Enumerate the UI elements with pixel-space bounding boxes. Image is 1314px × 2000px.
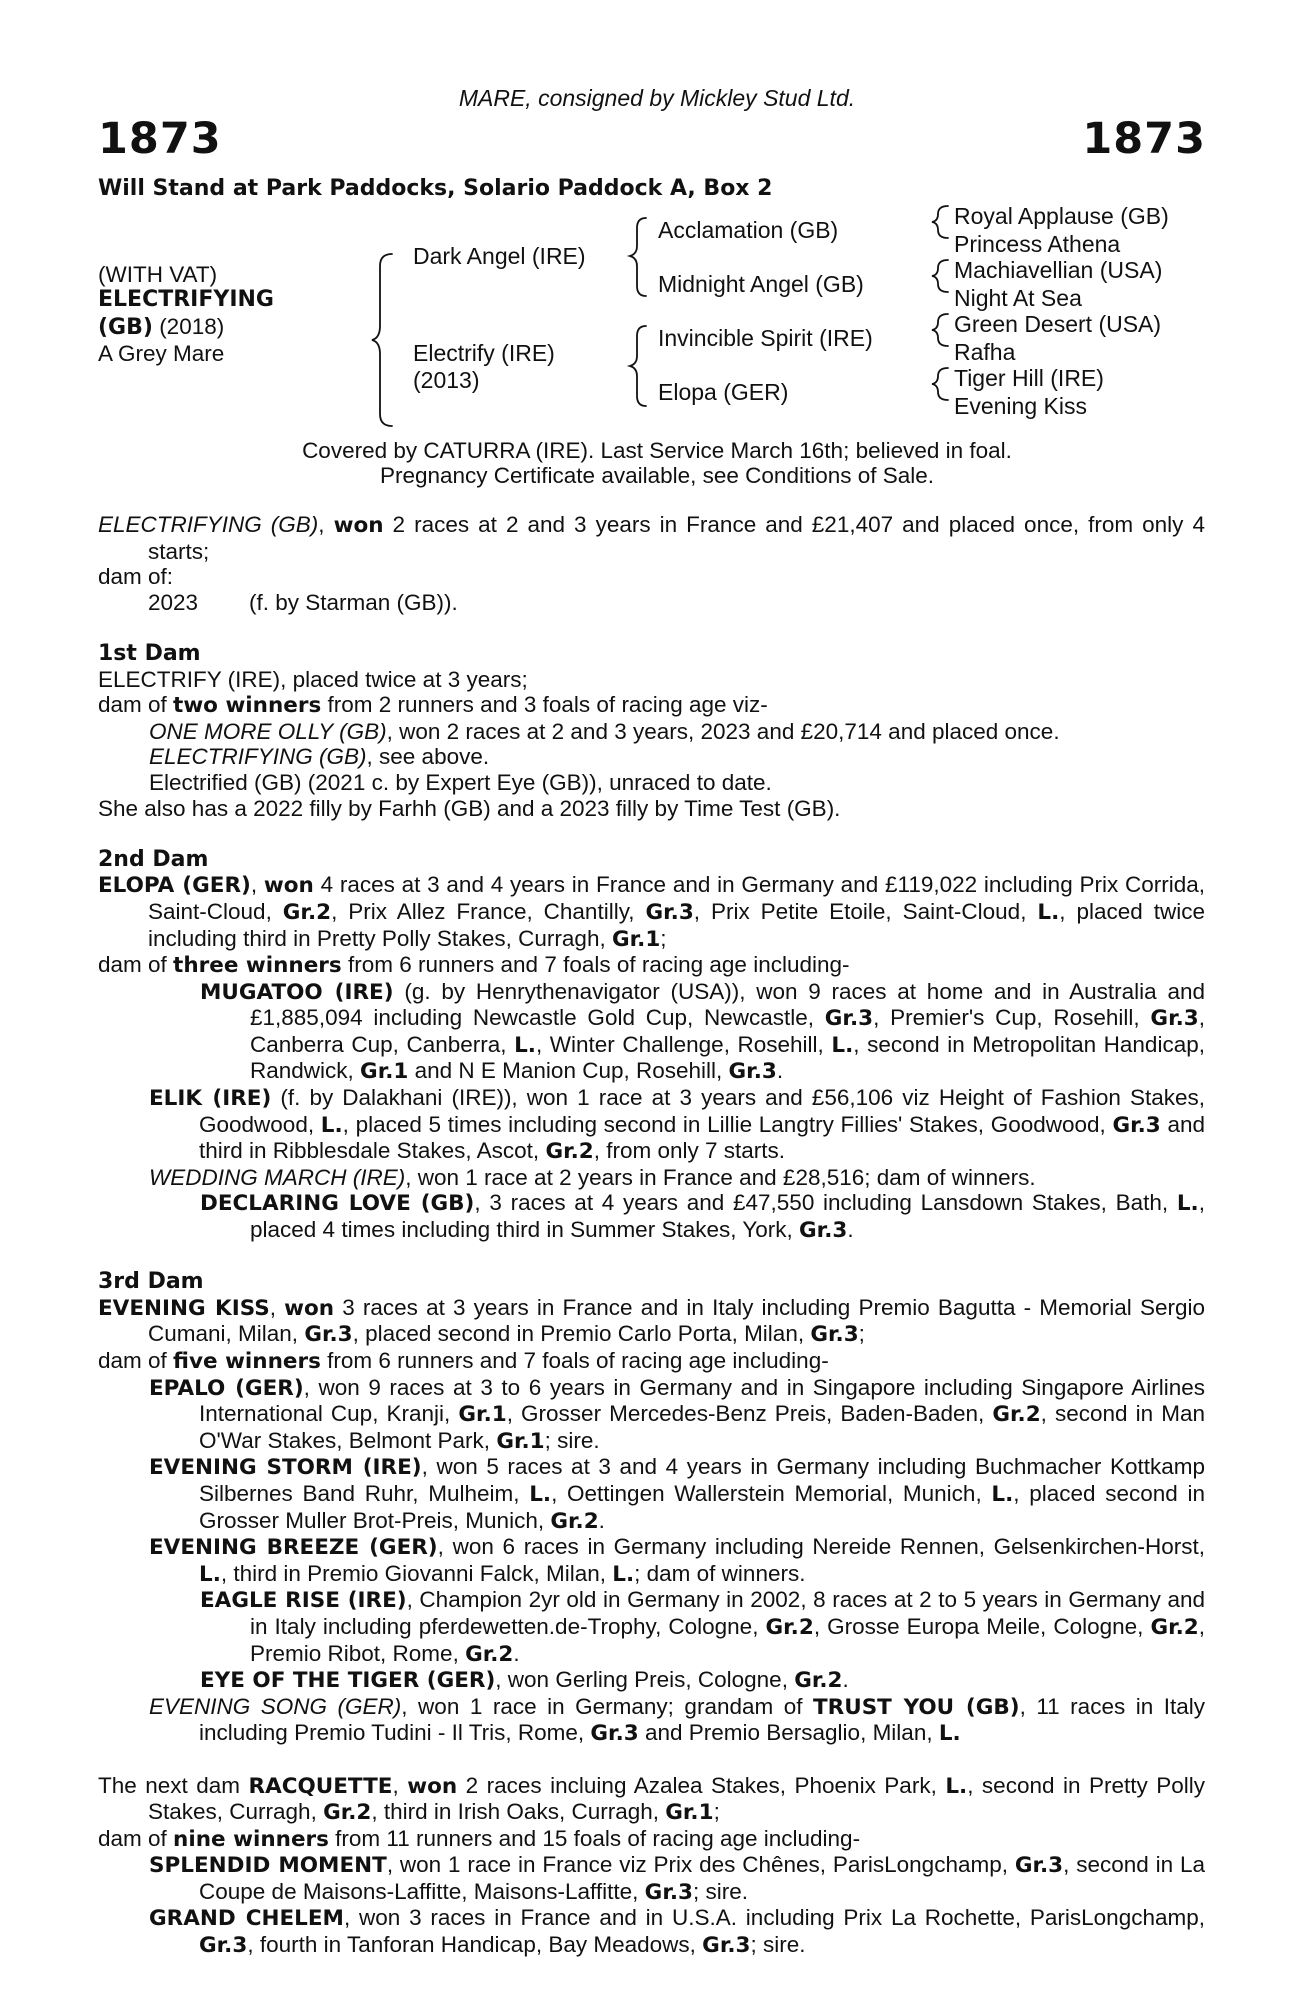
- winners-count: five winners: [173, 1349, 321, 1374]
- text: (g. by Henrythenavigator (USA)), won 9 races at home and in Australia and £1,885,094 including Newcastle Gold Cup, Newcastle,: [250, 978, 1205, 1031]
- text: , won 1 race at 2 years in France and £28,516; dam of winners.: [405, 1164, 1036, 1190]
- text: ;: [660, 925, 667, 951]
- text: , Premio Ribot, Rome,: [250, 1613, 1206, 1666]
- grade: L.: [199, 1561, 221, 1587]
- grade: Gr.3: [304, 1322, 353, 1348]
- progeny-elik: [98, 1085, 1205, 1165]
- progeny-name: MUGATOO (IRE): [200, 979, 394, 1005]
- text: 4 races at 3 and 4 years in France and in Germany and £119,022 including Prix Corrida, Saint-Cloud,: [148, 872, 1205, 924]
- text: dam of: [98, 692, 174, 718]
- text: , 11 races in Italy including Premio Tudini - Il Tris, Rome,: [199, 1693, 1205, 1746]
- grade: Gr.2: [992, 1402, 1041, 1428]
- text: , won 2 races at 2 and 3 years, 2023 and £20,714 and placed once.: [386, 718, 1060, 744]
- text: , Grosser Mercedes-Benz Preis, Baden-Baden,: [506, 1401, 993, 1427]
- text: , placed second in Grosser Muller Brot-Preis, Munich,: [199, 1480, 1206, 1533]
- lot-number-right: 1873: [1082, 114, 1206, 164]
- record-text: 2 races at 2 and 3 years in France and £21,407 and placed once, from only 4 starts;: [148, 512, 1205, 564]
- grade: Gr.3: [1014, 1853, 1064, 1879]
- grade: Gr.2: [465, 1641, 514, 1667]
- lot-number-left: 1873: [98, 114, 222, 164]
- grade: L.: [945, 1773, 968, 1799]
- text: , Prix Petite Etoile, Saint-Cloud,: [693, 898, 1038, 924]
- grade: Gr.3: [199, 1933, 248, 1959]
- third-dam-heading: 3rd Dam: [98, 1269, 204, 1295]
- progeny-splendid-moment: [98, 1852, 1205, 1905]
- text: , won 5 races at 3 and 4 years in Germany including Buchmacher Kottkamp Silbernes Band Ruhr, Mulheim,: [199, 1454, 1205, 1506]
- text: from 6 runners and 7 foals of racing age including-: [320, 1348, 829, 1373]
- progeny-name: SPLENDID MOMENT: [149, 1853, 387, 1879]
- bracket-g3-2: [932, 260, 948, 292]
- text: ; sire.: [750, 1932, 806, 1958]
- winners-count: nine winners: [173, 1826, 329, 1852]
- text: (f. by Dalakhani (IRE)), won 1 race at 3 years and £56,106 viz Height of Fashion Stakes, Goodwood,: [199, 1085, 1205, 1137]
- covering-note: [0, 438, 1314, 488]
- dam-of-label: dam of:: [98, 564, 174, 590]
- horse-record: ELECTRIFYING (GB), won 2 races at 2 and 3 years in France and £21,407 and placed once, from only 4 starts;: [98, 512, 1205, 564]
- grade: L.: [514, 1032, 536, 1058]
- grade: Gr.1: [496, 1428, 545, 1454]
- pedigree-gen3-3: Machiavellian (USA): [954, 257, 1163, 283]
- grade: Gr.3: [1150, 1006, 1199, 1032]
- progeny-evening-storm: [98, 1454, 1205, 1534]
- text: , won 9 races at 3 to 6 years in Germany and in Singapore including Singapore Airlines International Cup, Kranji,: [199, 1374, 1205, 1427]
- text: and Premio Bersaglio, Milan,: [638, 1720, 939, 1746]
- text: , placed second in Premio Carlo Porta, Milan,: [352, 1321, 811, 1347]
- bracket-g3-4: [932, 368, 948, 400]
- bracket-sire: [630, 218, 646, 296]
- text: The next dam: [98, 1772, 249, 1798]
- second-dam-produce: [98, 952, 1205, 979]
- dam-name: ELOPA (GER): [98, 873, 251, 899]
- text: , Champion 2yr old in Germany in 2002, 8 races at 2 to 5 years in Germany and in Italy including pferdewetten.de-Trophy, Cologne,: [250, 1587, 1206, 1639]
- stand-location: Will Stand at Park Paddocks, Solario Paddock A, Box 2: [98, 176, 773, 201]
- grade: Gr.2: [794, 1668, 843, 1694]
- pedigree-gen2-4: Elopa (GER): [658, 379, 789, 405]
- grade: Gr.3: [590, 1721, 639, 1747]
- progeny-name: EAGLE RISE (IRE): [200, 1588, 407, 1614]
- grade: L.: [938, 1721, 961, 1747]
- progeny-eagle-rise: [98, 1587, 1205, 1667]
- grade: L.: [991, 1481, 1014, 1507]
- progeny-evening-breeze: [98, 1534, 1205, 1587]
- progeny-name: EVENING BREEZE (GER): [149, 1535, 438, 1561]
- grade: L.: [1176, 1191, 1199, 1217]
- text: ; sire.: [692, 1878, 748, 1904]
- text: ; dam of winners.: [634, 1560, 806, 1586]
- text: 3 races at 3 years in France and in Italy including Premio Bagutta - Memorial Sergio Cumani, Milan,: [148, 1294, 1205, 1347]
- text: , third in Premio Giovanni Falck, Milan,: [220, 1560, 613, 1586]
- grade: Gr.2: [282, 899, 332, 925]
- grade: Gr.3: [702, 1933, 751, 1959]
- text: , won 1 race in France viz Prix des Chênes, ParisLongchamp,: [386, 1852, 1015, 1878]
- text: , Canberra Cup, Canberra,: [250, 1005, 1205, 1057]
- second-dam-record: ELOPA (GER), won 4 races at 3 and 4 years in France and in Germany and £119,022 including Prix Corrida, Saint-Cloud, Gr.2, Prix Allez France, Chantilly, Gr.3, Prix Petite Etoile, Saint-Cloud, L., placed twice including third in Pretty Polly Stakes, Curragh, Gr.1;: [98, 872, 1205, 952]
- text: , Oettingen Wallerstein Memorial, Munich,: [551, 1480, 992, 1506]
- progeny-name: EVENING SONG (GER): [149, 1693, 402, 1719]
- dam-name: EVENING KISS: [98, 1295, 270, 1321]
- text: from 11 runners and 15 foals of racing age including-: [328, 1825, 861, 1851]
- text: , second in Pretty Polly Stakes, Curragh,: [148, 1772, 1205, 1825]
- text: and N E Manion Cup, Rosehill,: [408, 1058, 729, 1084]
- progeny-name: DECLARING LOVE (GB): [200, 1191, 475, 1217]
- text: .: [847, 1217, 854, 1243]
- grand-progeny-name: TRUST YOU (GB): [813, 1694, 1020, 1720]
- grade: Gr.2: [545, 1139, 594, 1165]
- grade: L.: [612, 1561, 635, 1587]
- next-dam-produce: [98, 1826, 1205, 1853]
- winners-count: two winners: [173, 693, 322, 719]
- won-label: won: [284, 1295, 335, 1321]
- text: , second in La Coupe de Maisons-Laffitte, Maisons-Laffitte,: [199, 1852, 1206, 1904]
- text: , placed twice including third in Pretty Polly Stakes, Curragh,: [148, 898, 1205, 951]
- text: , fourth in Tanforan Handicap, Bay Meadows,: [247, 1932, 703, 1958]
- grade: Gr.3: [824, 1006, 874, 1032]
- text: , Grosse Europa Meile, Cologne,: [813, 1613, 1151, 1639]
- text: .: [598, 1507, 605, 1533]
- grade: Gr.2: [323, 1800, 372, 1826]
- progeny-epalo: [98, 1375, 1205, 1455]
- grade: Gr.1: [665, 1800, 714, 1826]
- horse-name-line1: ELECTRIFYING: [98, 287, 274, 312]
- text: , second in Metropolitan Handicap, Randwick,: [250, 1031, 1205, 1084]
- progeny-electrifying: [98, 744, 1205, 770]
- grade: L.: [320, 1112, 343, 1138]
- text: dam of: [98, 1348, 174, 1373]
- grade: Gr.1: [611, 926, 661, 952]
- first-dam-heading: 1st Dam: [98, 640, 201, 666]
- first-dam-record: ELECTRIFY (IRE), placed twice at 3 years;: [98, 666, 528, 692]
- grade: Gr.2: [550, 1508, 599, 1534]
- grade: Gr.3: [728, 1059, 777, 1085]
- covering-line: Covered by CATURRA (IRE). Last Service March 16th; believed in foal.: [302, 438, 1012, 463]
- pedigree-gen3-1: Royal Applause (GB): [954, 203, 1169, 229]
- text: , Winter Challenge, Rosehill,: [535, 1031, 832, 1057]
- grade: Gr.2: [1150, 1614, 1199, 1640]
- progeny-name: EVENING STORM (IRE): [149, 1455, 422, 1481]
- text: , Prix Allez France, Chantilly,: [331, 898, 646, 924]
- text: , third in Irish Oaks, Curragh,: [371, 1799, 666, 1825]
- progeny-declaring-love: [98, 1190, 1205, 1243]
- catalogue-body: [98, 512, 1205, 1959]
- progeny-mugatoo: [98, 979, 1205, 1085]
- record-horse-name: ELECTRIFYING (GB): [98, 512, 319, 537]
- third-dam-produce: [98, 1348, 1205, 1375]
- progeny-electrified: Electrified (GB) (2021 c. by Expert Eye (GB)), unraced to date.: [149, 769, 772, 795]
- text: , won 3 races in France and in U.S.A. including Prix La Rochette, ParisLongchamp,: [343, 1905, 1205, 1931]
- text: ; sire.: [544, 1427, 600, 1453]
- text: .: [513, 1640, 520, 1666]
- text: , Premier's Cup, Rosehill,: [873, 1005, 1151, 1031]
- progeny-grand-chelem: [98, 1905, 1205, 1958]
- pregnancy-line: Pregnancy Certificate available, see Conditions of Sale.: [379, 463, 935, 488]
- grade: Gr.3: [810, 1322, 859, 1348]
- grade: Gr.3: [799, 1218, 848, 1244]
- pedigree-gen3-8: Evening Kiss: [954, 393, 1087, 419]
- progeny-name: ONE MORE OLLY (GB): [149, 718, 387, 744]
- progeny-evening-song: [98, 1694, 1205, 1747]
- dam-name: RACQUETTE: [248, 1773, 393, 1799]
- grade: Gr.1: [458, 1402, 507, 1428]
- text: , won 1 race in Germany; grandam of: [401, 1693, 814, 1719]
- pedigree-dam-name: Electrify (IRE): [413, 340, 555, 366]
- consignor-line: MARE, consigned by Mickley Stud Ltd.: [458, 85, 856, 111]
- grade: Gr.2: [765, 1614, 814, 1640]
- won-label: won: [263, 873, 314, 899]
- grade: Gr.1: [360, 1059, 409, 1085]
- bracket-g3-3: [932, 314, 948, 346]
- horse-year: (2018): [152, 314, 225, 339]
- won-label: won: [407, 1773, 458, 1799]
- first-dam-also: She also has a 2022 filly by Farhh (GB) and a 2023 filly by Time Test (GB).: [98, 795, 841, 821]
- pedigree-gen3-4: Night At Sea: [954, 285, 1082, 311]
- grade: L.: [831, 1032, 854, 1058]
- progeny-eye-of-the-tiger: [98, 1667, 1205, 1694]
- pedigree-gen2-1: Acclamation (GB): [658, 217, 839, 243]
- horse-description: A Grey Mare: [98, 341, 225, 366]
- progeny-name: ELECTRIFYING (GB): [149, 744, 367, 770]
- text: , 3 races at 4 years and £47,550 including Lansdown Stakes, Bath,: [474, 1190, 1177, 1216]
- grade: Gr.3: [1112, 1112, 1161, 1138]
- grade: Gr.3: [645, 899, 694, 925]
- text: .: [842, 1667, 849, 1693]
- first-dam-produce: [98, 692, 1205, 719]
- pedigree-gen3-5: Green Desert (USA): [954, 311, 1162, 337]
- won-label: won: [333, 513, 384, 538]
- progeny-wedding-march: [98, 1165, 1205, 1191]
- winners-count: three winners: [173, 953, 342, 979]
- foal-details: (f. by Starman (GB)).: [249, 589, 458, 615]
- grade: L.: [1037, 899, 1060, 925]
- text: .: [776, 1058, 784, 1084]
- bracket-main: [372, 254, 392, 426]
- pedigree-gen2-2: Midnight Angel (GB): [658, 271, 864, 297]
- foal-year: 2023: [148, 589, 199, 615]
- second-dam-heading: 2nd Dam: [98, 846, 209, 872]
- text: , placed 4 times including third in Summer Stakes, York,: [250, 1190, 1205, 1243]
- progeny-name: ELIK (IRE): [149, 1086, 272, 1112]
- bracket-g3-1: [932, 206, 948, 238]
- bracket-dam: [630, 326, 646, 406]
- text: from 2 runners and 3 foals of racing age viz-: [321, 692, 768, 718]
- grade: Gr.3: [644, 1879, 693, 1905]
- pedigree-dam: [413, 340, 555, 394]
- text: , see above.: [366, 744, 490, 770]
- text: 2 races incluing Azalea Stakes, Phoenix Park,: [457, 1772, 946, 1798]
- pedigree-dam-year: (2013): [413, 367, 480, 393]
- pedigree-gen2-3: Invincible Spirit (IRE): [658, 325, 873, 351]
- third-dam-record: EVENING KISS, won 3 races at 3 years in France and in Italy including Premio Bagutta - Memorial Sergio Cumani, Milan, Gr.3, placed second in Premio Carlo Porta, Milan, Gr.3;: [98, 1294, 1205, 1348]
- progeny-name: EPALO (GER): [149, 1375, 304, 1401]
- text: from 6 runners and 7 foals of racing age including-: [341, 952, 850, 978]
- foal-row: [98, 590, 1205, 616]
- pedigree-gen3-2: Princess Athena: [954, 231, 1121, 257]
- pedigree-sire: Dark Angel (IRE): [413, 243, 586, 269]
- text: , from only 7 starts.: [593, 1138, 786, 1164]
- text: dam of: [98, 952, 174, 978]
- next-dam-record: The next dam RACQUETTE, won 2 races incluing Azalea Stakes, Phoenix Park, L., second in Pretty Polly Stakes, Curragh, Gr.2, third in Irish Oaks, Curragh, Gr.1;: [98, 1772, 1205, 1826]
- progeny-name: WEDDING MARCH (IRE): [149, 1164, 406, 1190]
- vat-note: (WITH VAT): [98, 262, 218, 287]
- progeny-name: EYE OF THE TIGER (GER): [200, 1668, 496, 1694]
- text: , won Gerling Preis, Cologne,: [495, 1667, 795, 1693]
- text: dam of: [98, 1825, 174, 1851]
- pedigree-gen3-7: Tiger Hill (IRE): [954, 365, 1104, 391]
- text: and third in Ribblesdale Stakes, Ascot,: [199, 1111, 1205, 1164]
- text: ;: [858, 1321, 865, 1347]
- text: , second in Man O'War Stakes, Belmont Park,: [199, 1401, 1206, 1453]
- text: ;: [713, 1799, 720, 1825]
- grade: L.: [529, 1481, 552, 1507]
- progeny-one-more-olly: [98, 719, 1205, 745]
- horse-name-line2: (GB): [98, 315, 153, 340]
- progeny-name: GRAND CHELEM: [149, 1906, 344, 1932]
- pedigree-gen3-6: Rafha: [954, 339, 1016, 365]
- text: , won 6 races in Germany including Nereide Rennen, Gelsenkirchen-Horst,: [437, 1534, 1205, 1560]
- text: , placed 5 times including second in Lillie Langtry Fillies' Stakes, Goodwood,: [342, 1111, 1113, 1137]
